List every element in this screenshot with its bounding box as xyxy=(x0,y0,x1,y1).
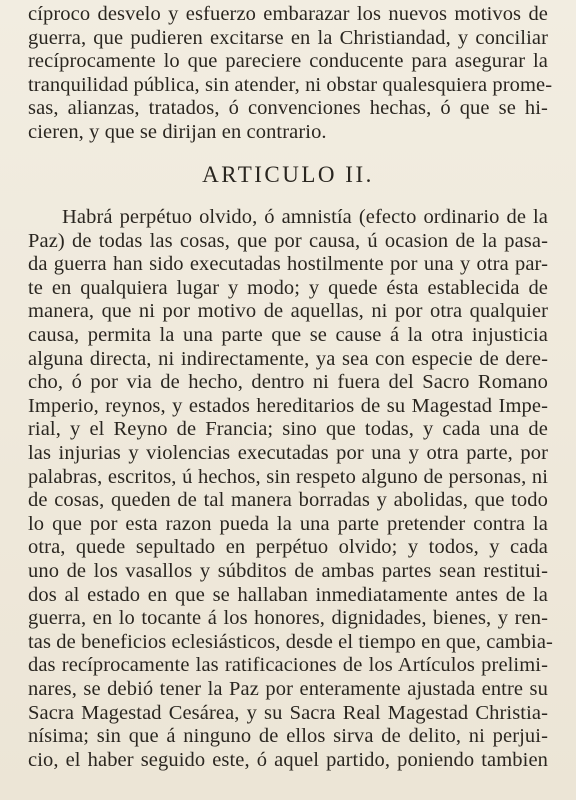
text-line: uno de los vasallos y súbditos de ambas partes sean restitui- xyxy=(28,560,548,582)
text-line: rial, y el Reyno de Francia; sino que todas, y cada una de xyxy=(28,418,548,441)
text-line: Sacra Magestad Cesárea, y su Sacra Real Magestad Christia- xyxy=(28,701,548,724)
article-heading: ARTICULO II. xyxy=(202,162,374,187)
text-line: das recíprocamente las ratificaciones de los Artículos prelimi- xyxy=(28,654,548,677)
text-line: guerra, que pudieren excitarse en la Christiandad, y conciliar xyxy=(28,26,548,49)
text-line: dos al estado en que se hallaban inmediatamente antes de la xyxy=(28,583,548,606)
text-line: nísima; sin que á ninguno de ellos sirva de delito, ni perjui- xyxy=(28,725,548,748)
text-line: cio, el haber seguido este, ó aquel partido, poniendo tambien xyxy=(28,748,548,771)
text-line: Habrá perpétuo olvido, ó amnistía (efecto ordinario de la xyxy=(62,206,548,228)
text-line: Paz) de todas las cosas, que por causa, ú ocasion de la pasa- xyxy=(28,229,548,252)
text-line: nares, se debió tener la Paz por enteramente ajustada entre su xyxy=(28,678,548,700)
text-line: Imperio, reynos, y estados hereditarios de su Magestad Impe- xyxy=(28,394,548,417)
text-line: manera, que ni por motivo de aquellas, ni por otra qualquier xyxy=(28,300,548,323)
text-line: palabras, escritos, ú hechos, sin respeto alguno de personas, ni xyxy=(28,465,548,488)
text-line: sas, alianzas, tratados, ó convenciones hechas, ó que se hi- xyxy=(28,97,548,120)
text-line: las injurias y violencias executadas por una y otra parte, por xyxy=(28,442,548,464)
text-line: te en qualquiera lugar y modo; y quede ésta establecida de xyxy=(28,276,548,299)
text-line: recíprocamente lo que pareciere conducente para asegurar la xyxy=(28,50,548,73)
text-line: de cosas, queden de tal manera borradas y abolidas, que todo xyxy=(28,489,548,512)
text-line: causa, permita la una parte que se cause á la otra injusticia xyxy=(28,324,548,346)
text-line: da guerra han sido executadas hostilmente por una y otra par- xyxy=(28,253,548,276)
text-line: lo que por esta razon pueda la una parte pretender contra la xyxy=(28,512,548,535)
text-line: alguna directa, ni indirectamente, ya sea con especie de dere- xyxy=(28,347,548,370)
text-line: cieren, y que se dirijan en contrario. xyxy=(28,121,327,143)
text-line: cho, ó por via de hecho, dentro ni fuera del Sacro Romano xyxy=(28,371,548,394)
text-line: otra, quede sepultado en perpétuo olvido; y todos, y cada xyxy=(28,536,548,559)
text-line: tranquilidad pública, sin atender, ni obstar qualesquiera prome- xyxy=(28,73,553,96)
text-line: guerra, en lo tocante á los honores, dignidades, bienes, y ren- xyxy=(28,607,548,630)
text-line: cíproco desvelo y esfuerzo embarazar los nuevos motivos de xyxy=(28,3,548,25)
text-line: tas de beneficios eclesiásticos, desde el tiempo en que, cambia- xyxy=(28,630,553,653)
